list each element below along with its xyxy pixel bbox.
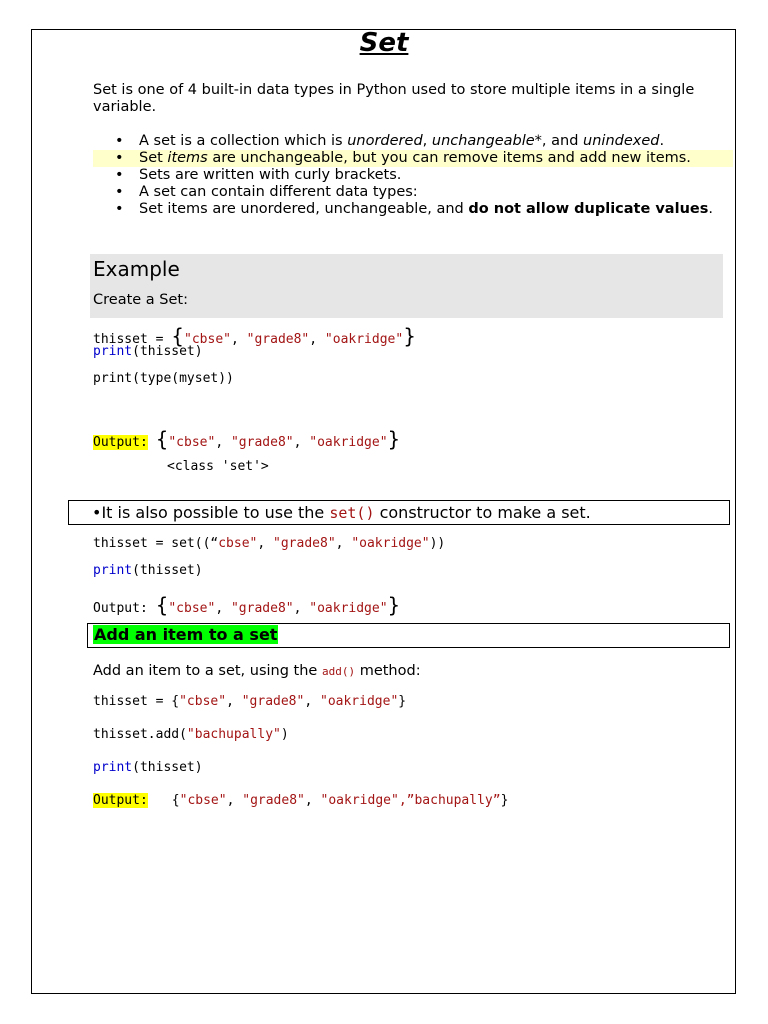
code-brace: { — [155, 427, 169, 451]
output-label: Output: — [93, 793, 148, 808]
desc-code: add() — [321, 665, 356, 678]
code-text: ) — [280, 727, 289, 742]
code-text: , — [215, 435, 231, 450]
code-line-assign — [93, 694, 406, 709]
code-keyword: print — [93, 344, 133, 359]
code-string: "cbse" — [179, 793, 227, 808]
list-item — [93, 167, 733, 184]
output-line — [93, 793, 508, 808]
bullet-emphasis: unordered — [347, 133, 423, 149]
bullet-text: Set items are unordered, unchangeable, and — [139, 201, 469, 217]
code-text: , — [226, 793, 243, 808]
constructor-note — [92, 503, 591, 522]
code-brace: } — [387, 427, 401, 451]
code-text: , — [335, 536, 352, 551]
page-title: Set — [359, 28, 409, 58]
code-text: , — [226, 694, 242, 709]
code-line-add — [93, 727, 289, 742]
bullet-text: . — [659, 133, 665, 149]
desc-text: Add an item to a set, using the — [93, 663, 322, 679]
code-line-print — [93, 760, 203, 775]
code-text: , — [293, 601, 310, 616]
section-heading: Add an item to a set — [94, 625, 278, 644]
code-text: , — [215, 601, 231, 616]
bullet-bold: do not allow duplicate values — [468, 201, 709, 217]
code-string: "cbse" — [168, 435, 216, 450]
code-string: "oakridge" — [320, 694, 399, 709]
code-string: "grade8" — [230, 435, 294, 450]
code-line-print — [93, 563, 203, 578]
code-text: , — [304, 694, 320, 709]
example-subtitle: Create a Set: — [93, 292, 188, 308]
bullet-text: , and — [541, 133, 584, 149]
code-text: { — [171, 793, 180, 808]
bullet-emphasis: unindexed — [583, 133, 660, 149]
code-keyword: print — [93, 760, 133, 775]
code-string: "grade8" — [241, 694, 305, 709]
note-text: •It is also possible to use the — [92, 503, 330, 522]
output-class-line: <class 'set'> — [167, 459, 269, 474]
code-line-constructor — [93, 536, 445, 551]
bullet-text: are unchangeable, but you can remove items and add new items. — [207, 150, 691, 166]
code-text: thisset = { — [93, 694, 180, 709]
list-item — [93, 150, 733, 167]
code-brace: { — [171, 324, 185, 348]
code-text: , — [257, 536, 274, 551]
code-keyword: print — [93, 563, 133, 578]
code-text: } — [398, 694, 407, 709]
code-string: "oakridge" — [324, 332, 404, 347]
code-text: , — [230, 332, 247, 347]
code-string: "grade8" — [230, 601, 294, 616]
code-text: (thisset) — [132, 760, 203, 775]
bullet-text: . — [708, 201, 713, 217]
code-text: )) — [429, 536, 446, 551]
list-item — [93, 201, 733, 218]
intro-paragraph: Set is one of 4 built-in data types in Python used to store multiple items in a single variable. — [93, 82, 695, 115]
code-line-print — [93, 344, 203, 359]
code-string: "cbse" — [168, 601, 216, 616]
code-text: thisset.add( — [93, 727, 187, 742]
code-string: "bachupally" — [186, 727, 281, 742]
note-code: set() — [329, 504, 375, 522]
bullet-emphasis: unchangeable* — [431, 133, 542, 149]
code-brace: { — [155, 593, 169, 617]
code-string: "oakridge" — [320, 793, 399, 808]
output-label: Output: — [93, 435, 148, 450]
code-text: thisset = — [93, 332, 172, 347]
code-string: "oakridge" — [351, 536, 430, 551]
note-text: constructor to make a set. — [374, 503, 591, 522]
code-string: "grade8" — [246, 332, 310, 347]
example-heading: Example — [93, 257, 180, 281]
output-line — [93, 427, 400, 451]
bullet-list — [93, 133, 733, 218]
code-text: } — [500, 793, 509, 808]
list-item — [93, 133, 733, 150]
bullet-text: A set can contain different data types: — [139, 184, 418, 200]
code-text: , — [293, 435, 310, 450]
code-text: , — [309, 332, 325, 347]
code-string: "oakridge" — [309, 435, 388, 450]
bullet-text: Sets are written with curly brackets. — [139, 167, 402, 183]
code-string: cbse" — [218, 536, 258, 551]
bullet-text: Set — [139, 150, 168, 166]
list-item — [93, 184, 733, 201]
code-text: thisset = set((“ — [93, 536, 219, 551]
output-line — [93, 593, 400, 617]
code-string: "grade8" — [242, 793, 305, 808]
section-description — [93, 663, 421, 679]
code-string: ,”bachupally” — [398, 793, 501, 808]
code-brace: } — [387, 593, 401, 617]
bullet-text: A set is a collection which is — [139, 133, 348, 149]
code-string: "grade8" — [273, 536, 336, 551]
code-line-type: print(type(myset)) — [93, 371, 234, 386]
bullet-emphasis: items — [167, 150, 208, 166]
code-text: , — [304, 793, 321, 808]
output-label: Output: — [93, 601, 156, 616]
code-string: "cbse" — [184, 332, 231, 347]
desc-text: method: — [355, 663, 421, 679]
bullet-text: , — [422, 133, 432, 149]
code-string: "oakridge" — [309, 601, 388, 616]
example-panel — [90, 254, 723, 318]
code-text: (thisset) — [132, 344, 203, 359]
code-text: (thisset) — [132, 563, 203, 578]
code-brace: } — [403, 324, 416, 348]
code-string: "cbse" — [179, 694, 227, 709]
